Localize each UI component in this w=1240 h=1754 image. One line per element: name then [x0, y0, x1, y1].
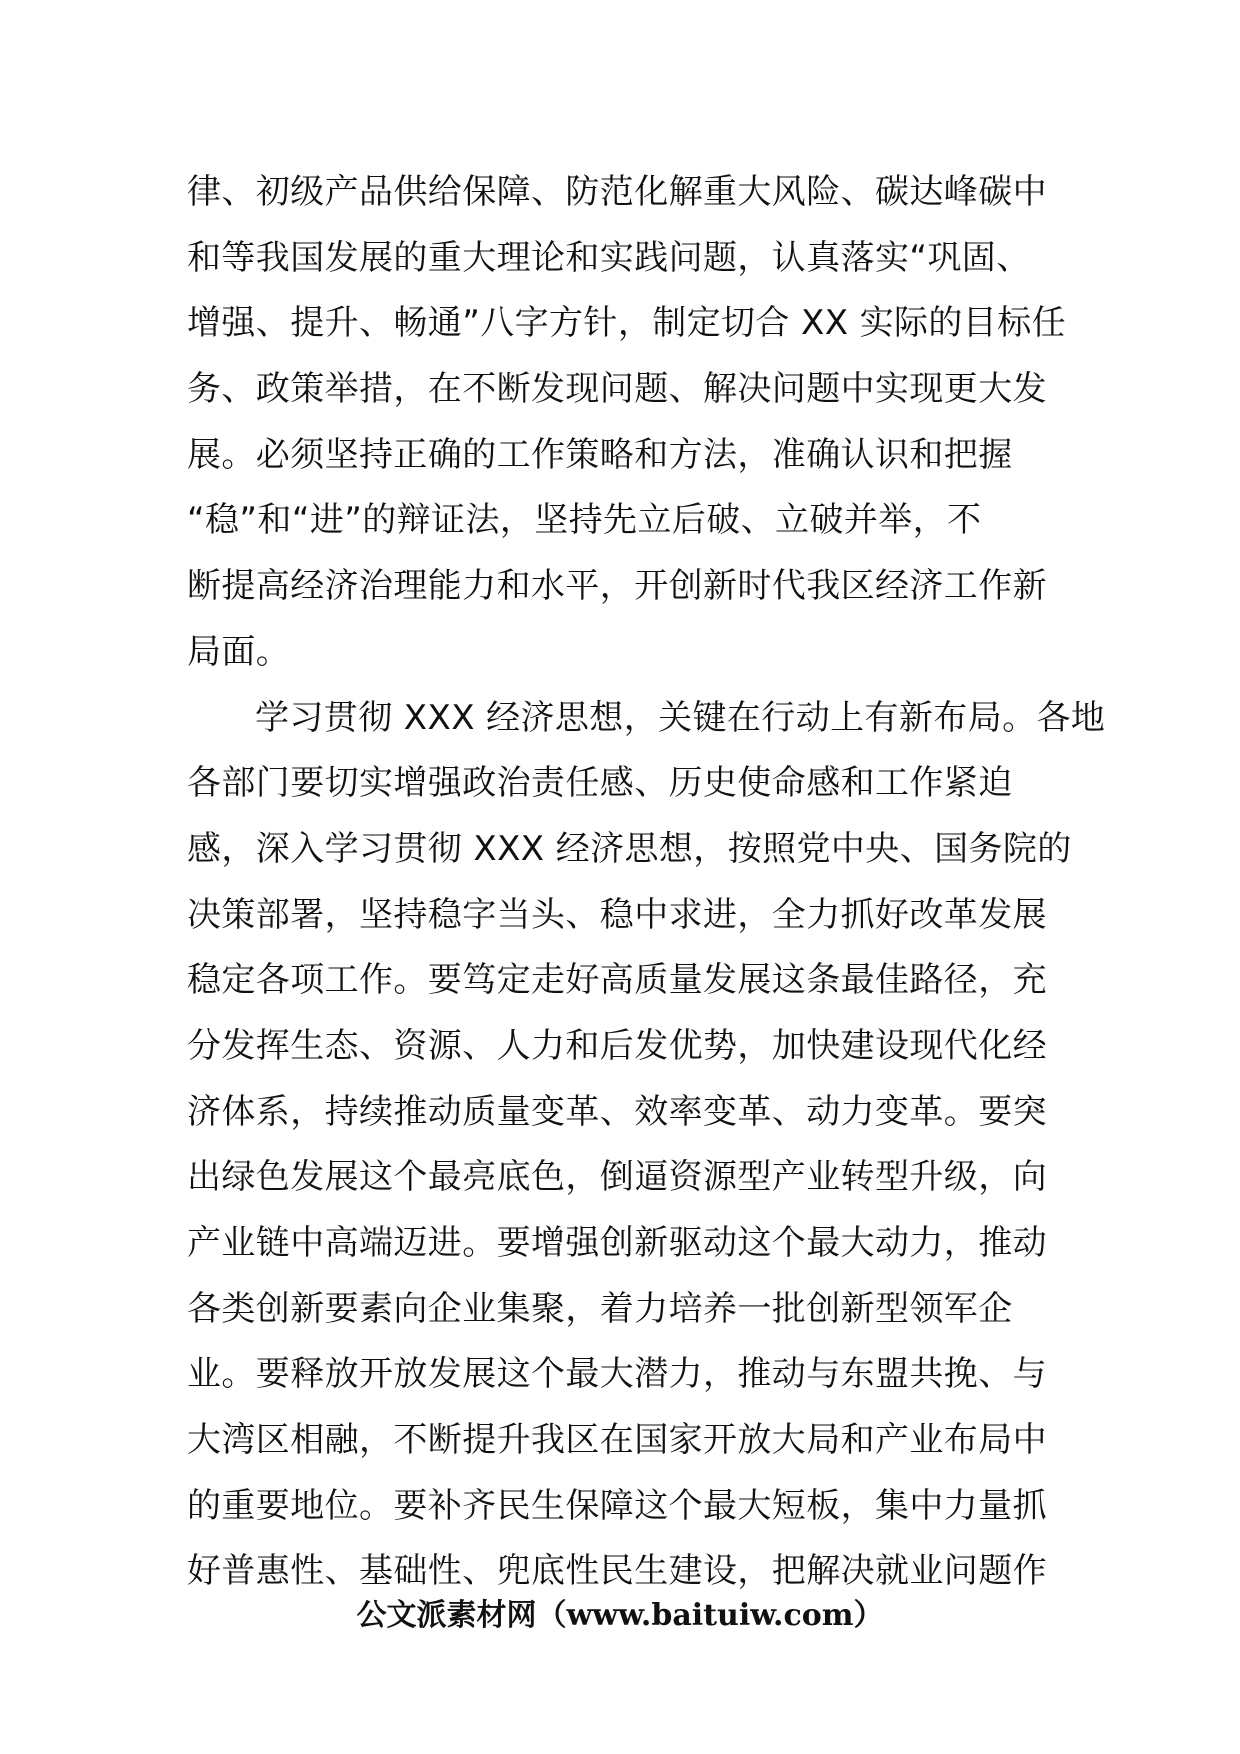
text-line: 展。必须坚持正确的工作策略和方法，准确认识和把握 [187, 434, 1013, 475]
text-line: 业。要释放开放发展这个最大潜力，推动与东盟共挽、与 [187, 1354, 1047, 1395]
text-line: 分发挥生态、资源、人力和后发优势，加快建设现代化经 [187, 1025, 1047, 1066]
footer-watermark: 公文派素材网（www.baituiw.com） [356, 1598, 884, 1633]
text-line: 增强、提升、畅通”八字方针，制定切合 XX 实际的目标任 [187, 303, 1067, 344]
text-line: 济体系，持续推动质量变革、效率变革、动力变革。要突 [187, 1091, 1047, 1132]
text-line: 务、政策举措，在不断发现问题、解决问题中实现更大发 [187, 369, 1047, 410]
text-line: 各部门要切实增强政治责任感、历史使命感和工作紧迫 [187, 763, 1013, 804]
text-line: 断提高经济治理能力和水平，开创新时代我区经济工作新 [187, 566, 1047, 607]
text-line: 局面。 [187, 631, 291, 672]
text-line: 感，深入学习贯彻 XXX 经济思想，按照党中央、国务院的 [187, 828, 1072, 869]
text-line: 各类创新要素向企业集聚，着力培养一批创新型领军企 [187, 1288, 1013, 1329]
text-line: 律、初级产品供给保障、防范化解重大风险、碳达峰碳中 [187, 172, 1047, 212]
text-line: 大湾区相融，不断提升我区在国家开放大局和产业布局中 [187, 1420, 1047, 1461]
text-line: 出绿色发展这个最亮底色，倒逼资源型产业转型升级，向 [187, 1157, 1047, 1198]
text-line: 产业链中高端迈进。要增强创新驱动这个最大动力，推动 [187, 1223, 1047, 1263]
paragraph-start-line: 学习贯彻 XXX 经济思想，关键在行动上有新布局。各地 [255, 697, 1106, 738]
text-line: 稳定各项工作。要笃定走好高质量发展这条最佳路径，充 [187, 960, 1047, 1001]
text-line: 决策部署，坚持稳字当头、稳中求进，全力抓好改革发展 [187, 894, 1047, 935]
body-text [187, 160, 1106, 1605]
text-line: 好普惠性、基础性、兜底性民生建设，把解决就业问题作 [187, 1551, 1047, 1592]
text-line: 和等我国发展的重大理论和实践问题，认真落实“巩固、 [187, 237, 1031, 278]
text-line: “稳”和“进”的辩证法，坚持先立后破、立破并举，不 [187, 500, 982, 541]
text-line: 的重要地位。要补齐民生保障这个最大短板，集中力量抓 [187, 1485, 1047, 1526]
